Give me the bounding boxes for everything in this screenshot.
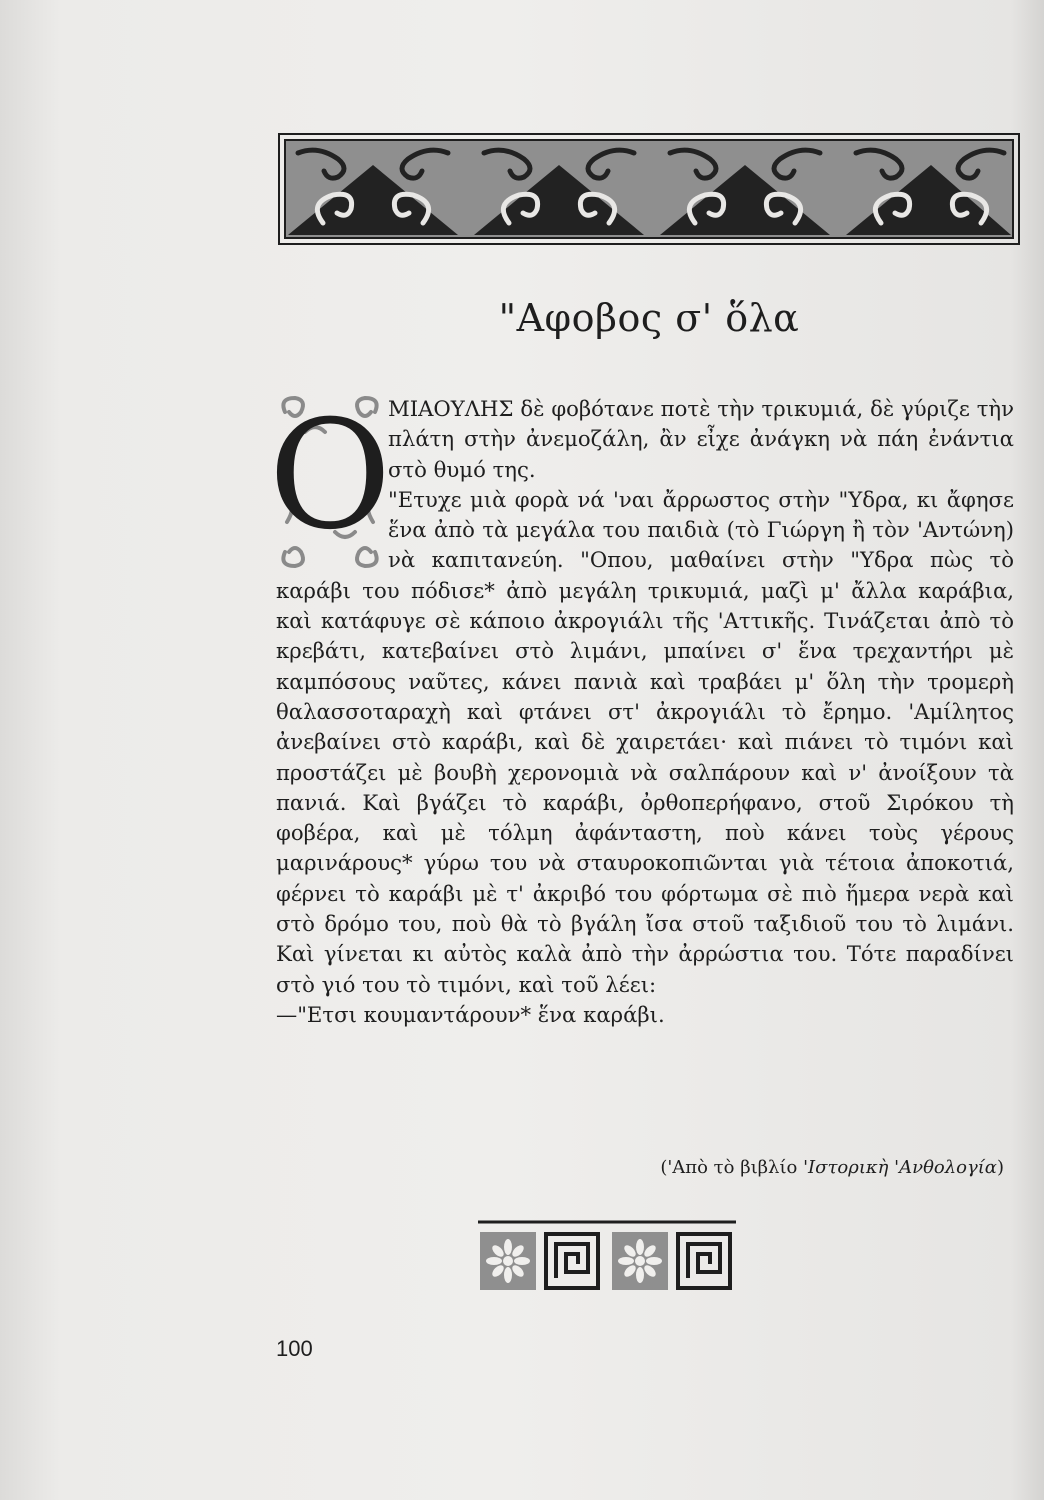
chapter-title: "Αφοβος σ' ὅλα bbox=[498, 296, 800, 340]
flower-tile-icon bbox=[480, 1232, 536, 1290]
meander-tile-icon bbox=[546, 1234, 598, 1288]
source-prefix: ('Απὸ τὸ βιβλίο bbox=[660, 1157, 804, 1178]
source-book-title: 'Ιστορικὴ 'Ανθολογία bbox=[803, 1157, 997, 1178]
paragraph-2: "Ετυχε μιὰ φορὰ νά 'ναι ἄρρωστος στὴν "Υδρα, κι ἄφησε ἕνα ἀπὸ τὰ μεγάλα του παιδιὰ (τὸ Γιώργη ἢ τὸν 'Αντώνη) νὰ καπιτανεύη. "Οπου, μαθαίνει στὴν "Υδρα πὼς τὸ καράβι του πόδισε* ἀπὸ μεγάλη τρικυμιά, μαζὶ μ' ἄλλα καράβια, καὶ κατάφυγε σὲ κάποιο ἀκρογιάλι τῆς 'Αττικῆς. Τινάζεται ἀπὸ τὸ κρεβάτι, κατεβαίνει στὸ λιμάνι, μπαίνει σ' ἕνα τρεχαντήρι μὲ καμπόσους ναῦτες, κάνει πανιὰ καὶ τραβάει μ' ὅλη τὴν τρομερὴ θαλασσοταραχὴ καὶ φτάνει στ' ἀκρογιάλι τὸ ἔρημο. 'Αμίλητος ἀνεβαίνει στὸ καράβι, καὶ δὲ χαιρετάει· καὶ πιάνει τὸ τιμόνι καὶ προστάζει μὲ βουβὴ χερονομιὰ νὰ σαλπάρουν καὶ ν' ἀνοίξουν τὰ πανιά. Καὶ βγάζει τὸ καράβι, ὀρθοπερήφανο, στοῦ Σιρόκου τὴ φοβέρα, καὶ μὲ τόλμη ἀφάνταστη, ποὺ κάνει τοὺς γέρους μαρινάρους* γύρω του νὰ σταυροκοπιῶνται γιὰ τέτοια ἀποκοτιά, φέρνει τὸ καράβι μὲ τ' ἀκριβό του φόρτωμα σὲ πιὸ ἥμερα νερὰ καὶ στὸ δρόμο του, ποὺ θὰ τὸ βγάλη ἴσα στοῦ ταξιδιοῦ του τὸ λιμάνι. Καὶ γίνεται κι αὐτὸς καλὰ ἀπὸ τὴν ἀρρώστια του. Τότε παραδίνει στὸ γιό του τὸ τιμόνι, καὶ τοῦ λέει: bbox=[276, 486, 1014, 997]
paragraph-1: ΜΙΑΟΥΛΗΣ δὲ φοβότανε ποτὲ τὴν τρικυμιά, δὲ γύριζε τὴν πλάτη στὴν ἀνεμοζάλη, ἂν εἶχε ἀνάγκη νὰ πάη ἐνάντια στὸ θυμό της. bbox=[388, 396, 1014, 482]
flower-tile-icon bbox=[612, 1232, 668, 1290]
footer-ornament bbox=[478, 1220, 736, 1292]
page-number: 100 bbox=[276, 1336, 313, 1361]
source-suffix: ) bbox=[996, 1157, 1004, 1178]
dropcap-spacer bbox=[276, 394, 388, 546]
closing-dialogue: —"Ετσι κουμαντάρουν* ἕνα καράβι. bbox=[276, 1001, 665, 1027]
meander-tile-icon bbox=[678, 1234, 730, 1288]
header-ornament-band bbox=[278, 133, 1020, 245]
article-body bbox=[276, 394, 1014, 1030]
source-attribution bbox=[660, 1157, 1004, 1178]
dropcap-letter: Ο bbox=[268, 389, 392, 563]
